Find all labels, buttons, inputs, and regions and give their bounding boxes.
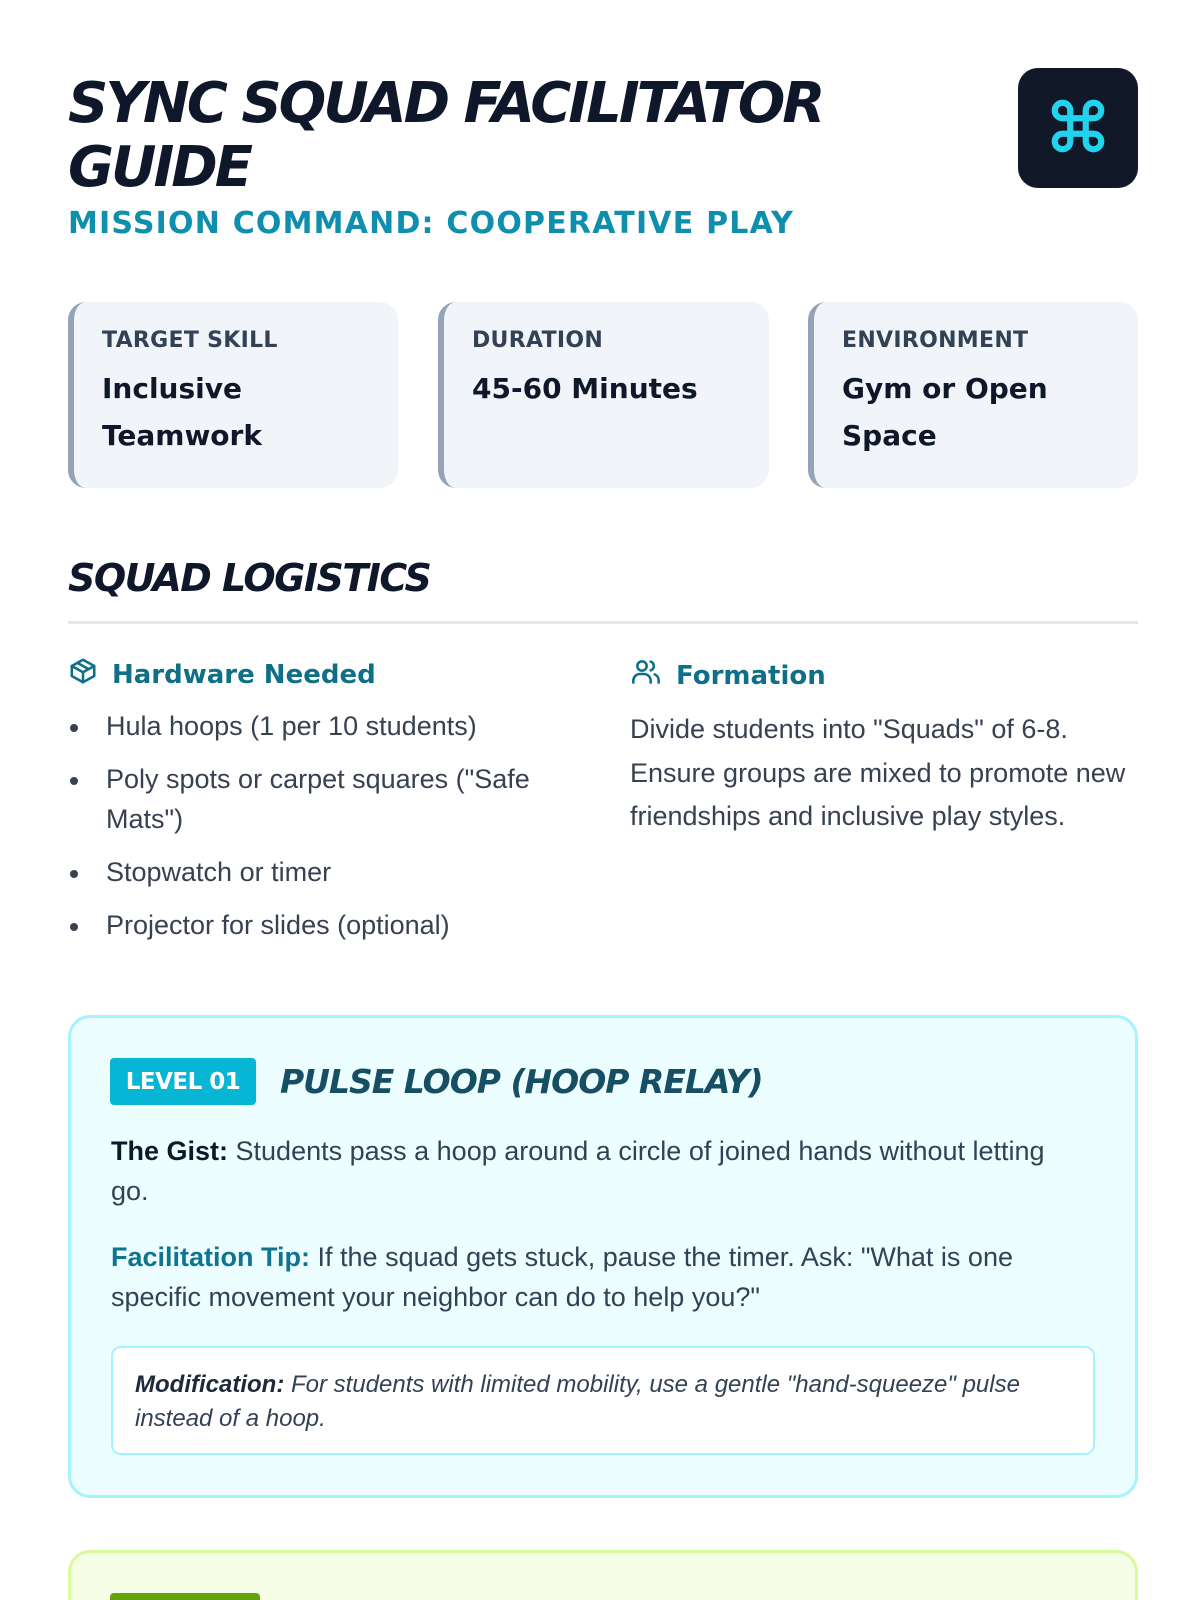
list-item: Hula hoops (1 per 10 students) <box>68 706 588 746</box>
formation-heading <box>630 656 826 695</box>
command-key-icon <box>1047 95 1109 162</box>
stat-label: TARGET SKILL <box>102 328 278 353</box>
page-title: SYNC SQUAD FACILITATOR GUIDE <box>68 71 823 200</box>
stat-value: 45-60 Minutes <box>472 372 698 405</box>
gist-text: Students pass a hoop around a circle of joined hands without letting go. <box>111 1136 1045 1206</box>
level-badge: LEVEL 01 <box>110 1058 256 1105</box>
logo <box>1018 68 1138 188</box>
modification-box <box>111 1346 1095 1455</box>
modification-label: Modification: <box>135 1371 285 1398</box>
tip-text: If the squad gets stuck, pause the timer. Ask: "What is one specific movement your neighbor can do to help you?" <box>111 1242 1013 1312</box>
list-item: Stopwatch or timer <box>68 852 588 892</box>
next-level-badge <box>110 1593 260 1600</box>
stat-card-duration <box>438 302 769 488</box>
hardware-list <box>68 706 588 958</box>
stat-label: ENVIRONMENT <box>842 328 1029 353</box>
hardware-heading <box>68 656 376 693</box>
formation-text: Divide students into "Squads" of 6-8. Ensure groups are mixed to promote new friendships and inclusive play styles. <box>630 714 1126 831</box>
tip-paragraph <box>111 1237 1071 1317</box>
list-item: Poly spots or carpet squares ("Safe Mats") <box>68 759 588 839</box>
list-item: Projector for slides (optional) <box>68 905 588 945</box>
divider <box>68 621 1138 624</box>
tip-label: Facilitation Tip: <box>111 1242 311 1272</box>
users-icon <box>630 656 662 695</box>
gist-label: The Gist: <box>111 1136 229 1166</box>
page-subtitle: MISSION COMMAND: COOPERATIVE PLAY <box>68 206 795 241</box>
level-title: PULSE LOOP (HOOP RELAY) <box>280 1062 763 1101</box>
modification-text: For students with limited mobility, use a gentle "hand-squeeze" pulse instead of a hoop. <box>135 1371 1020 1432</box>
gist-paragraph <box>111 1131 1071 1211</box>
box-icon <box>68 656 98 693</box>
stat-value: Gym or Open Space <box>842 372 1048 452</box>
stat-label: DURATION <box>472 328 604 353</box>
stat-value: Inclusive Teamwork <box>102 372 262 452</box>
stat-card-target-skill <box>68 302 398 488</box>
stat-card-environment <box>808 302 1138 488</box>
hardware-heading-label: Hardware Needed <box>112 659 376 690</box>
formation-heading-label: Formation <box>676 660 826 691</box>
section-title: SQUAD LOGISTICS <box>68 556 431 600</box>
